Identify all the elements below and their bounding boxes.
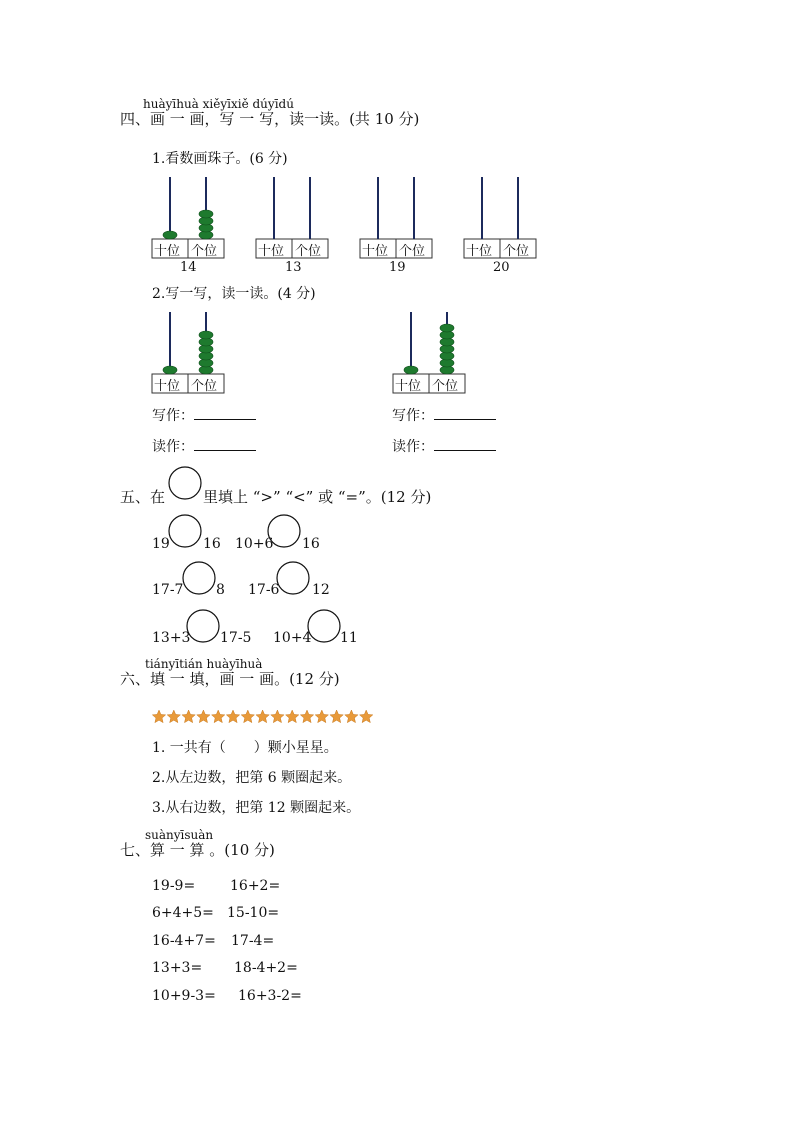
section7-pinyin: suànyīsuàn bbox=[145, 828, 214, 842]
compare-left: 10+4 bbox=[273, 630, 312, 646]
q1-title: 1.看数画珠子。(6 分) bbox=[152, 151, 288, 167]
compare-right: 12 bbox=[312, 582, 330, 598]
title-circle-icon bbox=[169, 467, 201, 499]
compare-left: 19 bbox=[152, 536, 170, 552]
star-icon bbox=[241, 710, 254, 723]
star-icon bbox=[182, 710, 195, 723]
compare-right: 16 bbox=[302, 536, 320, 552]
calc-item: 15-10= bbox=[227, 905, 280, 921]
star-icon bbox=[315, 710, 328, 723]
compare-left: 13+3 bbox=[152, 630, 191, 646]
abacus6-tens-bead bbox=[404, 366, 418, 374]
section6-q1: 1. 一共有（ ）颗小星星。 bbox=[152, 740, 338, 756]
compare-circle bbox=[169, 515, 201, 547]
section7-title: 七、算 一 算 。(10 分) bbox=[120, 841, 275, 859]
calc-item: 19-9= bbox=[152, 878, 196, 894]
write-row-left bbox=[152, 405, 256, 425]
section6-q3: 3.从右边数，把第 12 颗圈起来。 bbox=[152, 800, 361, 816]
compare-circle bbox=[277, 562, 309, 594]
abacus1-ones-label: 个位 bbox=[191, 244, 218, 259]
section5-title-suffix: 里填上 “>” “<” 或 “=”。(12 分) bbox=[203, 488, 432, 506]
abacus2-ones-label: 个位 bbox=[295, 244, 322, 259]
read-row-left bbox=[152, 436, 256, 456]
section6-title: 六、填 一 填，画 一 画。(12 分) bbox=[120, 670, 340, 688]
compare-right: 16 bbox=[203, 536, 221, 552]
read-answer-left[interactable] bbox=[194, 436, 256, 451]
compare-circle bbox=[308, 610, 340, 642]
star-icon bbox=[256, 710, 269, 723]
calc-item: 17-4= bbox=[231, 933, 275, 949]
star-icon bbox=[271, 710, 284, 723]
abacus3-ones-label: 个位 bbox=[399, 244, 426, 259]
abacus4-ones-label: 个位 bbox=[503, 244, 530, 259]
abacus5-tens-bead bbox=[163, 366, 177, 374]
section4-title: 四、画 一 画，写 一 写，读一读。(共 10 分) bbox=[120, 110, 420, 128]
read-row-right bbox=[392, 436, 496, 456]
section6-q2: 2.从左边数，把第 6 颗圈起来。 bbox=[152, 770, 352, 786]
write-answer-left[interactable] bbox=[194, 405, 256, 420]
compare-right: 17-5 bbox=[220, 630, 252, 646]
star-icon bbox=[300, 710, 313, 723]
abacus5-ones-label: 个位 bbox=[191, 379, 218, 394]
abacus6-ones-bead bbox=[440, 324, 454, 332]
star-icon bbox=[360, 710, 373, 723]
calc-item: 16+2= bbox=[230, 878, 281, 894]
star-icon bbox=[286, 710, 299, 723]
compare-left: 10+6 bbox=[235, 536, 274, 552]
abacus6-ones-label: 个位 bbox=[432, 379, 459, 394]
star-row bbox=[152, 710, 373, 723]
abacus5-ones-bead bbox=[199, 331, 213, 339]
write-label: 写作： bbox=[392, 408, 434, 424]
calc-item: 10+9-3= bbox=[152, 988, 216, 1004]
star-icon bbox=[212, 710, 225, 723]
write-label: 写作： bbox=[152, 408, 194, 424]
star-icon bbox=[197, 710, 210, 723]
section5-title-prefix: 五、在 bbox=[120, 488, 166, 506]
compare-left: 17-6 bbox=[248, 582, 280, 598]
compare-left: 17-7 bbox=[152, 582, 184, 598]
section6-pinyin: tiányītián huàyīhuà bbox=[145, 657, 263, 671]
abacus4-number: 20 bbox=[493, 260, 510, 275]
write-answer-right[interactable] bbox=[434, 405, 496, 420]
calc-item: 16-4+7= bbox=[152, 933, 216, 949]
abacus1-number: 14 bbox=[180, 260, 197, 275]
star-icon bbox=[167, 710, 180, 723]
compare-circle bbox=[187, 610, 219, 642]
read-label: 读作： bbox=[392, 439, 434, 455]
abacus4-tens-label: 十位 bbox=[466, 244, 493, 259]
abacus1-ones-bead bbox=[199, 210, 213, 218]
calc-item: 16+3-2= bbox=[238, 988, 302, 1004]
abacus1-tens-label: 十位 bbox=[154, 244, 181, 259]
abacus1-tens-bead bbox=[163, 231, 177, 239]
abacus5-tens-label: 十位 bbox=[154, 379, 181, 394]
abacus2-tens-label: 十位 bbox=[258, 244, 285, 259]
star-icon bbox=[152, 710, 165, 723]
star-icon bbox=[345, 710, 358, 723]
calc-item: 13+3= bbox=[152, 960, 203, 976]
q2-title: 2.写一写，读一读。(4 分) bbox=[152, 286, 316, 302]
read-answer-right[interactable] bbox=[434, 436, 496, 451]
abacus6-tens-label: 十位 bbox=[395, 379, 422, 394]
read-label: 读作： bbox=[152, 439, 194, 455]
star-icon bbox=[330, 710, 343, 723]
write-row-right bbox=[392, 405, 496, 425]
compare-right: 8 bbox=[216, 582, 225, 598]
compare-right: 11 bbox=[340, 630, 358, 646]
abacus3-number: 19 bbox=[389, 260, 406, 275]
calc-item: 18-4+2= bbox=[234, 960, 298, 976]
section4-pinyin: huàyīhuà xiěyīxiě dúyīdú bbox=[143, 97, 294, 111]
abacus2-number: 13 bbox=[285, 260, 302, 275]
abacus3-tens-label: 十位 bbox=[362, 244, 389, 259]
calc-item: 6+4+5= bbox=[152, 905, 214, 921]
compare-circle bbox=[183, 562, 215, 594]
star-icon bbox=[226, 710, 239, 723]
